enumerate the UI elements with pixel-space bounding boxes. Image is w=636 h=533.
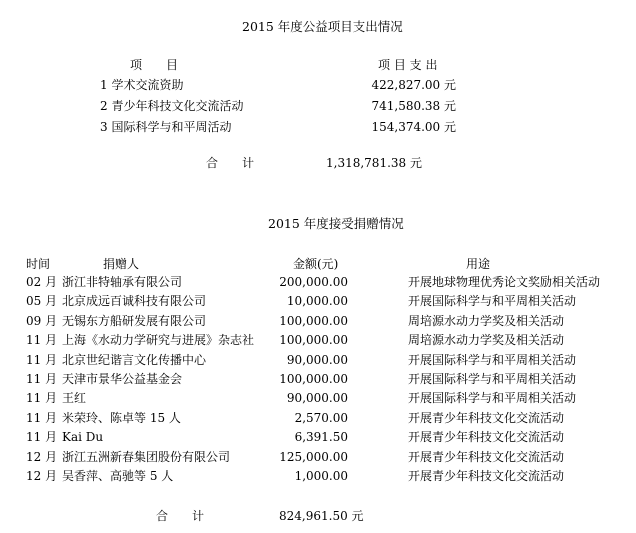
donations-header-amount: 金额(元) bbox=[293, 257, 339, 271]
donation-purpose: 开展国际科学与和平周相关活动 bbox=[408, 294, 577, 308]
donation-purpose: 周培源水动力学奖及相关活动 bbox=[408, 333, 565, 347]
donation-purpose: 开展青少年科技文化交流活动 bbox=[408, 469, 565, 483]
donation-amount: 200,000.00 bbox=[279, 275, 348, 289]
donation-donor: 王红 bbox=[62, 391, 87, 405]
donation-time: 02 月 bbox=[26, 275, 58, 289]
donations-header-purpose: 用途 bbox=[466, 257, 491, 271]
expense-row-label: 1 学术交流资助 bbox=[100, 78, 184, 92]
donation-amount: 100,000.00 bbox=[279, 333, 348, 347]
donation-purpose: 开展国际科学与和平周相关活动 bbox=[408, 391, 577, 405]
expense-row-label: 3 国际科学与和平周活动 bbox=[100, 120, 232, 134]
donation-amount: 10,000.00 bbox=[286, 294, 348, 308]
donation-donor: 无锡东方船研发展有限公司 bbox=[62, 314, 207, 328]
donation-donor: 北京成远百诚科技有限公司 bbox=[62, 294, 207, 308]
donation-time: 05 月 bbox=[26, 294, 58, 308]
donation-purpose: 开展青少年科技文化交流活动 bbox=[408, 450, 565, 464]
donation-amount: 1,000.00 bbox=[294, 469, 348, 483]
donation-amount: 90,000.00 bbox=[286, 391, 348, 405]
donation-amount: 6,391.50 bbox=[294, 430, 348, 444]
expense-row-amount: 422,827.00 元 bbox=[371, 78, 456, 92]
donation-purpose: 开展青少年科技文化交流活动 bbox=[408, 411, 565, 425]
donation-amount: 2,570.00 bbox=[294, 411, 348, 425]
donations-total-amount: 824,961.50 元 bbox=[279, 509, 364, 523]
donation-donor: 吴香萍、高驰等 5 人 bbox=[62, 469, 174, 483]
donations-header-donor: 捐赠人 bbox=[103, 257, 140, 271]
expenses-total-amount: 1,318,781.38 元 bbox=[326, 156, 422, 170]
expenses-header-amount: 项 目 支 出 bbox=[378, 58, 438, 72]
donation-donor: 北京世纪谐言文化传播中心 bbox=[62, 353, 207, 367]
donation-donor: 米荣玲、陈卓等 15 人 bbox=[62, 411, 181, 425]
donations-title: 2015 年度接受捐赠情况 bbox=[268, 216, 404, 231]
donation-time: 11 月 bbox=[26, 333, 58, 347]
donation-donor: 浙江非特轴承有限公司 bbox=[62, 275, 183, 289]
donation-time: 11 月 bbox=[26, 411, 58, 425]
donation-amount: 90,000.00 bbox=[286, 353, 348, 367]
donation-donor: 上海《水动力学研究与进展》杂志社 bbox=[62, 333, 255, 347]
donation-time: 12 月 bbox=[26, 469, 58, 483]
donation-purpose: 开展国际科学与和平周相关活动 bbox=[408, 353, 577, 367]
donation-purpose: 周培源水动力学奖及相关活动 bbox=[408, 314, 565, 328]
donations-total-label: 合 计 bbox=[156, 509, 205, 523]
expenses-title: 2015 年度公益项目支出情况 bbox=[242, 19, 403, 34]
donation-purpose: 开展青少年科技文化交流活动 bbox=[408, 430, 565, 444]
donation-amount: 100,000.00 bbox=[279, 372, 348, 386]
donation-donor: 浙江五洲新春集团股份有限公司 bbox=[62, 450, 231, 464]
donation-time: 12 月 bbox=[26, 450, 58, 464]
donation-donor: Kai Du bbox=[62, 430, 104, 444]
donation-time: 09 月 bbox=[26, 314, 58, 328]
donation-time: 11 月 bbox=[26, 372, 58, 386]
expense-row-amount: 741,580.38 元 bbox=[371, 99, 456, 113]
donation-time: 11 月 bbox=[26, 430, 58, 444]
expense-row-label: 2 青少年科技文化交流活动 bbox=[100, 99, 244, 113]
donation-time: 11 月 bbox=[26, 391, 58, 405]
donation-purpose: 开展地球物理优秀论文奖励相关活动 bbox=[408, 275, 601, 289]
donation-purpose: 开展国际科学与和平周相关活动 bbox=[408, 372, 577, 386]
donations-header-time: 时间 bbox=[26, 257, 51, 271]
donation-time: 11 月 bbox=[26, 353, 58, 367]
expenses-total-label: 合 计 bbox=[206, 156, 255, 170]
donation-donor: 天津市景华公益基金会 bbox=[62, 372, 183, 386]
expense-row-amount: 154,374.00 元 bbox=[371, 120, 456, 134]
donation-amount: 125,000.00 bbox=[279, 450, 348, 464]
donation-amount: 100,000.00 bbox=[279, 314, 348, 328]
expenses-header-item: 项 目 bbox=[130, 58, 179, 72]
